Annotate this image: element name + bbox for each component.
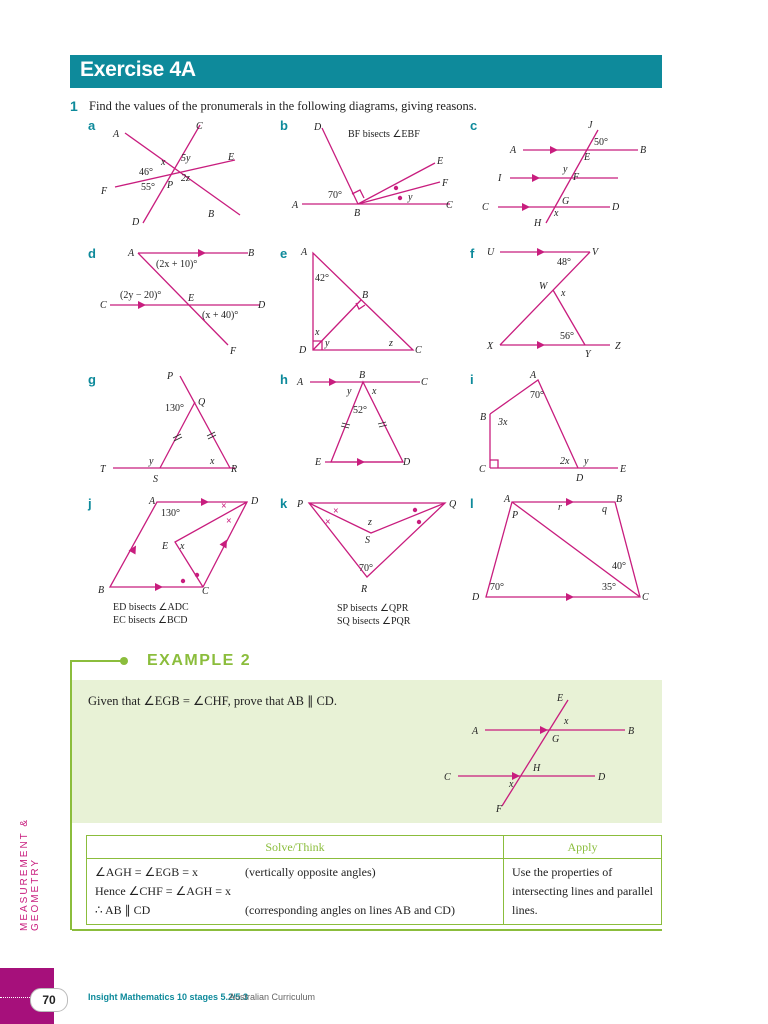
svg-text:D: D xyxy=(251,496,259,507)
svg-text:G: G xyxy=(552,734,560,745)
svg-text:40°: 40° xyxy=(612,561,626,572)
svg-text:z: z xyxy=(368,517,372,528)
svg-text:U: U xyxy=(487,247,495,258)
svg-text:55°: 55° xyxy=(141,182,155,193)
figure-h xyxy=(295,368,445,478)
svg-text:46°: 46° xyxy=(139,167,153,178)
svg-text:BF bisects ∠EBF: BF bisects ∠EBF xyxy=(348,129,420,140)
svg-text:130°: 130° xyxy=(165,403,184,414)
svg-text:E: E xyxy=(437,156,444,167)
part-k-label: k xyxy=(280,496,288,511)
svg-text:×: × xyxy=(221,501,227,512)
svg-text:B: B xyxy=(248,248,255,259)
svg-text:A: A xyxy=(301,247,308,258)
svg-text:70°: 70° xyxy=(328,190,342,201)
svg-text:y: y xyxy=(149,456,154,467)
svg-text:P: P xyxy=(167,371,174,382)
svg-text:A: A xyxy=(472,726,479,737)
svg-text:E: E xyxy=(228,152,235,163)
svg-text:×: × xyxy=(226,516,232,527)
example-statement: Given that ∠EGB = ∠CHF, prove that AB ∥ CD. xyxy=(88,694,337,708)
svg-text:D: D xyxy=(472,592,480,603)
footer-curriculum: Australian Curriculum xyxy=(229,992,316,1002)
svg-text:x: x xyxy=(554,208,559,219)
figure-a xyxy=(95,115,265,230)
svg-text:B: B xyxy=(359,370,366,381)
svg-text:I: I xyxy=(498,173,502,184)
svg-text:z: z xyxy=(389,338,393,349)
svg-text:C: C xyxy=(479,464,486,475)
side-section-label: MEASUREMENT & GEOMETRY xyxy=(19,817,41,931)
svg-text:A: A xyxy=(113,129,120,140)
svg-text:C: C xyxy=(642,592,649,603)
part-j-label: j xyxy=(88,496,92,511)
svg-text:D: D xyxy=(314,122,322,133)
svg-text:R: R xyxy=(361,584,368,595)
svg-text:x: x xyxy=(180,541,185,552)
svg-text:D: D xyxy=(576,473,584,484)
step-row: ∠AGH = ∠EGB = x (vertically opposite angles) xyxy=(95,865,376,879)
svg-text:H: H xyxy=(533,763,541,774)
svg-text:C: C xyxy=(482,202,489,213)
svg-text:B: B xyxy=(98,585,105,596)
example-header-rule xyxy=(70,660,122,662)
apply-header: Apply xyxy=(504,836,662,859)
svg-text:A: A xyxy=(149,496,156,507)
part-a-label: a xyxy=(88,118,96,133)
svg-text:q: q xyxy=(602,504,607,515)
svg-text:2z: 2z xyxy=(181,173,190,184)
svg-text:50°: 50° xyxy=(594,137,608,148)
svg-text:F: F xyxy=(573,172,580,183)
figure-c xyxy=(478,118,658,233)
svg-text:F: F xyxy=(230,346,237,357)
svg-text:A: A xyxy=(510,145,517,156)
svg-text:x: x xyxy=(315,327,320,338)
svg-text:B: B xyxy=(640,145,647,156)
figure-l xyxy=(470,492,660,607)
exercise-title: Exercise 4A xyxy=(80,58,196,81)
svg-text:E: E xyxy=(557,693,564,704)
svg-text:Q: Q xyxy=(198,397,206,408)
svg-text:S: S xyxy=(153,474,158,485)
svg-text:B: B xyxy=(616,494,623,505)
figure-b xyxy=(290,118,465,218)
svg-text:V: V xyxy=(592,247,599,258)
svg-text:E: E xyxy=(315,457,322,468)
figure-e xyxy=(295,245,435,360)
svg-text:W: W xyxy=(539,281,548,292)
svg-text:×: × xyxy=(325,517,331,528)
svg-text:(2x + 10)°: (2x + 10)° xyxy=(156,259,198,270)
svg-text:C: C xyxy=(196,121,203,132)
svg-text:x: x xyxy=(561,288,566,299)
svg-text:EC bisects ∠BCD: EC bisects ∠BCD xyxy=(113,615,188,626)
figure-d xyxy=(98,245,273,360)
svg-text:B: B xyxy=(628,726,635,737)
example-title: EXAMPLE 2 xyxy=(147,652,252,669)
part-l-label: l xyxy=(470,496,474,511)
part-i-label: i xyxy=(470,372,474,387)
svg-text:E: E xyxy=(620,464,627,475)
svg-text:y: y xyxy=(347,386,352,397)
svg-text:A: A xyxy=(504,494,511,505)
question-number: 1 xyxy=(70,98,78,114)
svg-text:5y: 5y xyxy=(181,153,191,164)
example-diagram xyxy=(440,688,650,818)
solve-apply-table xyxy=(86,835,662,925)
svg-text:R: R xyxy=(231,464,238,475)
svg-text:E: E xyxy=(162,541,169,552)
svg-text:×: × xyxy=(333,506,339,517)
part-g-label: g xyxy=(88,372,96,387)
svg-text:F: F xyxy=(442,178,449,189)
svg-text:C: C xyxy=(202,586,209,597)
step-row: ∴ AB ∥ CD (corresponding angles on lines AB and CD) xyxy=(95,903,455,917)
svg-text:E: E xyxy=(584,152,591,163)
svg-text:B: B xyxy=(480,412,487,423)
svg-text:x: x xyxy=(564,716,569,727)
svg-text:SP bisects ∠QPR: SP bisects ∠QPR xyxy=(337,603,409,614)
svg-text:A: A xyxy=(297,377,304,388)
svg-text:48°: 48° xyxy=(557,257,571,268)
svg-text:P: P xyxy=(297,499,304,510)
svg-text:J: J xyxy=(588,120,593,131)
svg-text:P: P xyxy=(512,510,519,521)
svg-text:70°: 70° xyxy=(359,563,373,574)
svg-text:x: x xyxy=(372,386,377,397)
svg-text:B: B xyxy=(354,208,361,219)
svg-text:D: D xyxy=(612,202,620,213)
figure-g xyxy=(95,370,255,485)
svg-text:y: y xyxy=(408,192,413,203)
solve-header: Solve/Think xyxy=(87,836,504,859)
svg-text:3x: 3x xyxy=(498,417,508,428)
svg-text:D: D xyxy=(299,345,307,356)
svg-text:(2y − 20)°: (2y − 20)° xyxy=(120,290,162,301)
part-f-label: f xyxy=(470,246,475,261)
figure-i xyxy=(478,368,638,486)
question-text: Find the values of the pronumerals in the following diagrams, giving reasons. xyxy=(89,99,477,113)
figure-f xyxy=(485,245,635,360)
svg-text:T: T xyxy=(100,464,106,475)
svg-text:A: A xyxy=(128,248,135,259)
svg-text:42°: 42° xyxy=(315,273,329,284)
svg-text:P: P xyxy=(167,180,174,191)
footer-book-title: Insight Mathematics 10 stages 5.2/5.3 xyxy=(88,992,249,1002)
svg-text:F: F xyxy=(101,186,108,197)
svg-text:H: H xyxy=(534,218,542,229)
svg-text:C: C xyxy=(100,300,107,311)
svg-text:B: B xyxy=(362,290,369,301)
svg-text:2x: 2x xyxy=(560,456,570,467)
svg-text:C: C xyxy=(446,200,453,211)
svg-text:E: E xyxy=(188,293,195,304)
svg-text:52°: 52° xyxy=(353,405,367,416)
svg-text:y: y xyxy=(563,164,568,175)
svg-text:C: C xyxy=(421,377,428,388)
step-row: Hence ∠CHF = ∠AGH = x xyxy=(95,884,232,898)
example-header-dot xyxy=(120,657,128,665)
svg-text:x: x xyxy=(509,779,514,790)
apply-text: Use the properties of intersecting lines and parallel lines. xyxy=(504,859,662,925)
svg-text:D: D xyxy=(258,300,266,311)
part-d-label: d xyxy=(88,246,96,261)
page-number: 70 xyxy=(30,988,68,1012)
svg-text:A: A xyxy=(292,200,299,211)
svg-text:(x + 40)°: (x + 40)° xyxy=(202,310,239,321)
svg-text:C: C xyxy=(444,772,451,783)
part-h-label: h xyxy=(280,372,288,387)
svg-text:D: D xyxy=(598,772,606,783)
figure-j xyxy=(95,495,270,630)
part-c-label: c xyxy=(470,118,478,133)
svg-text:C: C xyxy=(415,345,422,356)
svg-text:35°: 35° xyxy=(602,582,616,593)
svg-text:r: r xyxy=(558,502,562,513)
svg-text:D: D xyxy=(132,217,140,228)
example-bottom-rule xyxy=(72,929,662,931)
svg-text:y: y xyxy=(325,338,330,349)
footer-dotted-rule xyxy=(0,997,30,998)
svg-text:Z: Z xyxy=(615,341,621,352)
svg-text:70°: 70° xyxy=(490,582,504,593)
svg-text:Y: Y xyxy=(585,349,591,360)
svg-text:70°: 70° xyxy=(530,390,544,401)
svg-text:y: y xyxy=(584,456,589,467)
svg-text:B: B xyxy=(208,209,215,220)
part-b-label: b xyxy=(280,118,288,133)
svg-text:x: x xyxy=(210,456,215,467)
svg-text:ED bisects ∠ADC: ED bisects ∠ADC xyxy=(113,602,189,613)
svg-text:D: D xyxy=(403,457,411,468)
svg-text:G: G xyxy=(562,196,570,207)
svg-text:130°: 130° xyxy=(161,508,180,519)
svg-text:SQ bisects ∠PQR: SQ bisects ∠PQR xyxy=(337,616,411,627)
svg-text:F: F xyxy=(496,804,503,815)
svg-text:Q: Q xyxy=(449,499,457,510)
solve-steps xyxy=(87,859,504,925)
svg-text:A: A xyxy=(530,370,537,381)
svg-text:S: S xyxy=(365,535,370,546)
figure-k xyxy=(295,495,470,630)
part-e-label: e xyxy=(280,246,288,261)
svg-text:X: X xyxy=(487,341,494,352)
svg-text:56°: 56° xyxy=(560,331,574,342)
svg-text:x: x xyxy=(161,157,166,168)
